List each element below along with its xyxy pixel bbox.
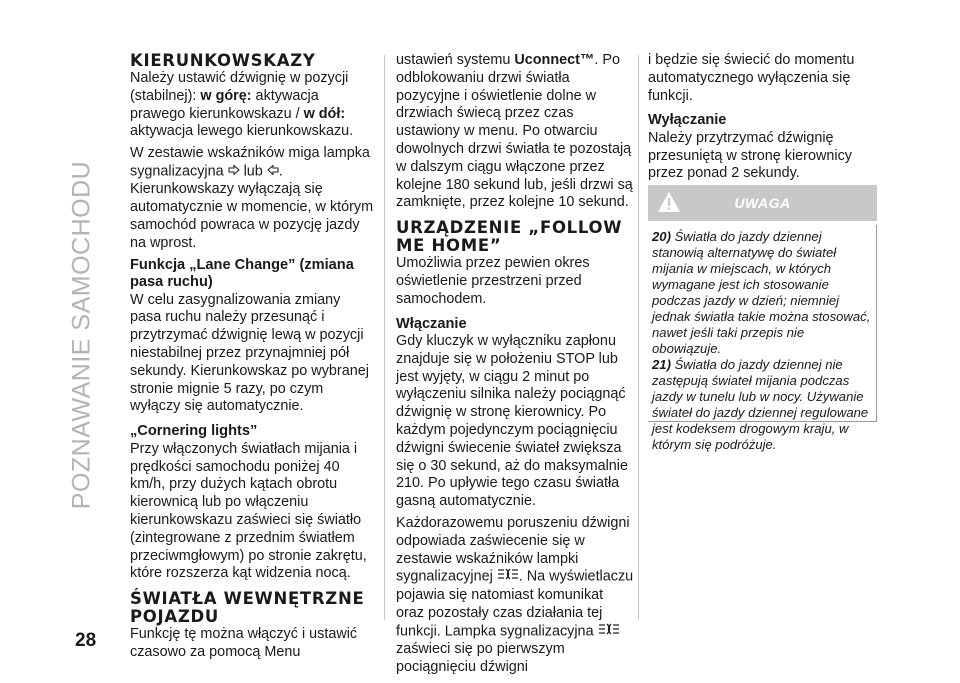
paragraph-kier-2: W zestawie wskaźników miga lampka sygnalizacyjna lub . Kierunkowskazy wyłączają się automatycznie w momencie, w którym samochód powraca w pozycję jazdy na wprost. xyxy=(130,145,374,251)
headlight-indicator-icon xyxy=(598,623,620,641)
column-divider-2 xyxy=(638,55,639,620)
paragraph-lane-change: W celu zasygnalizowania zmiany pasa ruchu należy przesunąć i przytrzymać dźwignię lewą w pozycji niestabilnej przez przynajmniej pół sekundy. Kierunkowskaz po wybranej stronie mignie 5 razy, po czym wyłączy się automatycznie. xyxy=(130,291,369,415)
paragraph-uconnect: ustawień systemu Uconnect™. Po odblokowaniu drzwi światła pozycyjne i oświetlenie dolne w drzwiach świecą przez czas ustawiony w menu. Po otwarciu dowolnych drzwi światła te pozostają w dalszym ciągu włączone przez kolejne 180 sekund lub, jeśli drzwi są zamknięte, przez kolejne 10 sekund. xyxy=(396,52,633,211)
paragraph-continuation: i będzie się świecić do momentu automatycznego wyłączenia się funkcji. xyxy=(648,52,855,104)
column-3 xyxy=(648,52,884,183)
paragraph-interior-lights: Funkcję tę można włączyć i ustawić czasowo za pomocą Menu xyxy=(130,626,358,660)
note-21: 21) Światła do jazdy dziennej nie zastępują świateł mijania podczas jazdy w tunelu lub w nocy. Używanie świateł do jazdy dziennej regulowane jest kodeksem drogowym kraju, w którym się podróżuje. xyxy=(652,357,869,452)
column-1 xyxy=(130,52,375,662)
paragraph-follow-me-home: Umożliwia przez pewien okres oświetlenie przestrzeni przed samochodem. xyxy=(396,255,590,307)
column-divider-1 xyxy=(384,55,385,620)
heading-activation: Włączanie xyxy=(396,315,467,332)
heading-cornering-lights: „Cornering lights” xyxy=(130,423,258,440)
side-section-title-text: POZNAWANIE SAMOCHODU xyxy=(67,160,96,510)
arrow-right-indicator-icon xyxy=(228,163,240,181)
note-20: 20) Światła do jazdy dziennej stanowią alternatywę do świateł mijania w miejscach, w których wymagane jest ich stosowanie podczas jazdy w dzień; niemniej jednak światła takie można stosować, nawet jeśli taki przepis nie obowiązuje. xyxy=(652,229,871,356)
heading-deactivation: Wyłączanie xyxy=(648,112,727,129)
heading-follow-me-home: URZĄDZENIE „FOLLOW ME HOME” xyxy=(396,218,623,256)
heading-kierunkowskazy: KIERUNKOWSKAZY xyxy=(130,51,316,70)
heading-lane-change: Funkcja „Lane Change” (zmiana pasa ruchu) xyxy=(130,256,354,291)
heading-interior-lights: ŚWIATŁA WEWNĘTRZNE POJAZDU xyxy=(130,589,365,627)
paragraph-kier-1: Należy ustawić dźwignię w pozycji (stabilnej): w górę: aktywacja prawego kierunkowskazu / w dół: aktywacja lewego kierunkowskazu. xyxy=(130,70,354,140)
paragraph-deactivation: Należy przytrzymać dźwignię przesuniętą w stronę kierownicy przez ponad 2 sekundy. xyxy=(648,129,852,182)
arrow-left-indicator-icon xyxy=(267,163,279,181)
paragraph-cornering-lights: Przy włączonych światłach mijania i prędkości samochodu poniżej 40 km/h, przy dużych kątach obrotu kierownicą lub po włączeniu kierunkowskazu zaświeci się światło (zintegrowane z przednim światłem przeciwmgłowym) po stronie zakrętu, które rozszerza kąt widzenia nocą. xyxy=(130,440,367,582)
paragraph-indicator-lamp: Każdorazowemu poruszeniu dźwigni odpowiada zaświecenie się w zestawie wskaźników lampki sygnalizacyjnej . Na wyświetlaczu pojawia się natomiast komunikat oraz pozostały czas działania tej funkcji. Lampka sygnalizacyjna zaświeci się po pierwszym pociągnięciu dźwigni xyxy=(396,515,634,675)
warning-label: UWAGA xyxy=(734,195,791,211)
column-2 xyxy=(396,52,634,677)
page-number: 28 xyxy=(75,630,97,651)
warning-banner xyxy=(648,185,877,221)
headlight-indicator-icon xyxy=(497,568,519,586)
paragraph-activation: Gdy kluczyk w wyłączniku zapłonu znajduje się w położeniu STOP lub jest wyjęty, w ciągu 2 minut po wyłączeniu silnika należy pociągnąć dźwignię w stronę kierownicy. Po każdym pojedynczym pociągnięciu dźwigni świecenie świateł zwiększa się o 30 sekund, aż do maksymalnie 210. Po upływie tego czasu światła gasną automatycznie. xyxy=(396,333,628,510)
warning-notes xyxy=(652,229,874,453)
